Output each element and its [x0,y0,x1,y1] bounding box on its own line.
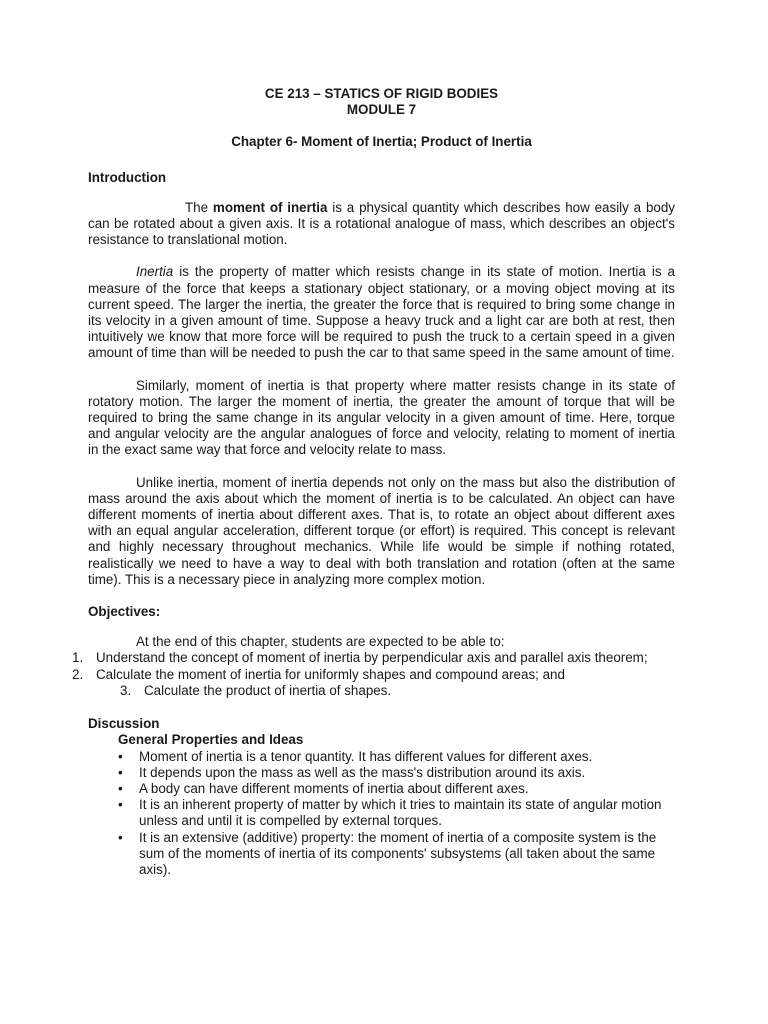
list-item-text: A body can have different moments of inertia about different axes. [139,780,529,796]
objectives-intro: At the end of this chapter, students are expected to be able to: [136,634,505,650]
discussion-heading: Discussion [88,716,160,732]
term-moment-of-inertia: moment of inertia [212,199,328,215]
module-title: MODULE 7 [346,102,417,118]
properties-list [88,749,675,879]
chapter-title: Chapter 6- Moment of Inertia; Product of Inertia [231,134,532,150]
objective-number: 2. [72,666,84,682]
list-item [88,781,675,797]
list-item [88,765,675,781]
objective-number: 3. [120,682,132,698]
objective-number: 1. [72,650,84,666]
intro-paragraph-1 [88,200,675,249]
intro-paragraph-2 [88,264,675,361]
intro-paragraph-3: Similarly, moment of inertia is that property where matter resists change in its state of rotatory motion. The larger the moment of inertia, the greater the amount of torque that will be required to bring the same change in its angular velocity in a given amount of time. Here, torque and angular velocity are the angular analogues of force and velocity, relating to moment of inertia in the exact same way that force and velocity relate to mass. [88,377,675,458]
objective-text: Calculate the product of inertia of shapes. [144,682,392,698]
objective-item [68,667,675,683]
introduction-heading: Introduction [88,169,167,185]
objective-text: Understand the concept of moment of inertia by perpendicular axis and parallel axis theorem; [96,650,648,666]
objective-item [68,650,675,666]
objective-item [68,683,675,699]
course-title: CE 213 – STATICS OF RIGID BODIES [264,86,499,101]
objectives-heading: Objectives: [88,604,161,620]
discussion-subheading: General Properties and Ideas [118,732,304,748]
intro-paragraph-4: Unlike inertia, moment of inertia depends not only on the mass but also the distribution of mass around the axis about which the moment of inertia is to be calculated. An object can have different moments of inertia about different axes. That is, to rotate an object about different axes with an equal angular acceleration, different torque (or effort) is required. This concept is relevant and highly necessary throughout mechanics. While life would be simple if nothing rotated, realistically we need to have a way to deal with both translation and rotation (often at the same time). This is a necessary piece in analyzing more complex motion. [88,474,675,587]
intro-p2-rest: is the property of matter which resists change in its state of motion. Inertia is a measure of the force that keeps a stationary object stationary, or a moving object moving at its current speed. The larger the inertia, the greater the force that is required to bring some change in its velocity in a given amount of time. Suppose a heavy truck and a light car are both at rest, then intuitively we know that more force will be required to push the truck to a certain speed in a given amount of time than will be needed to push the car to that same speed in the same amount of time. [88,264,675,361]
bullet-icon: • [118,748,123,764]
list-item-text: It is an extensive (additive) property: the moment of inertia of a composite system is the sum of the moments of inertia of its components' subsystems (all taken about the same axis). [139,829,657,877]
list-item-text: It is an inherent property of matter by which it tries to maintain its state of angular motion unless and until it is compelled by external torques. [139,797,662,829]
list-item-text: Moment of inertia is a tenor quantity. It has different values for different axes. [139,748,593,764]
list-item [88,797,675,829]
bullet-icon: • [118,797,123,813]
bullet-icon: • [118,780,123,796]
list-item [88,830,675,879]
objective-text: Calculate the moment of inertia for uniformly shapes and compound areas; and [96,666,565,682]
list-item [88,749,675,765]
bullet-icon: • [118,764,123,780]
intro-p1-rest: is a physical quantity which describes how easily a body can be rotated about a given axis. It is a rotational analogue of mass, which describes an object's resistance to translational motion. [88,199,675,248]
list-item-text: It depends upon the mass as well as the mass's distribution around its axis. [139,764,586,780]
bullet-icon: • [118,829,123,845]
objectives-list [68,650,675,682]
intro-p1-text: The [185,199,213,215]
term-inertia: Inertia [136,264,174,280]
